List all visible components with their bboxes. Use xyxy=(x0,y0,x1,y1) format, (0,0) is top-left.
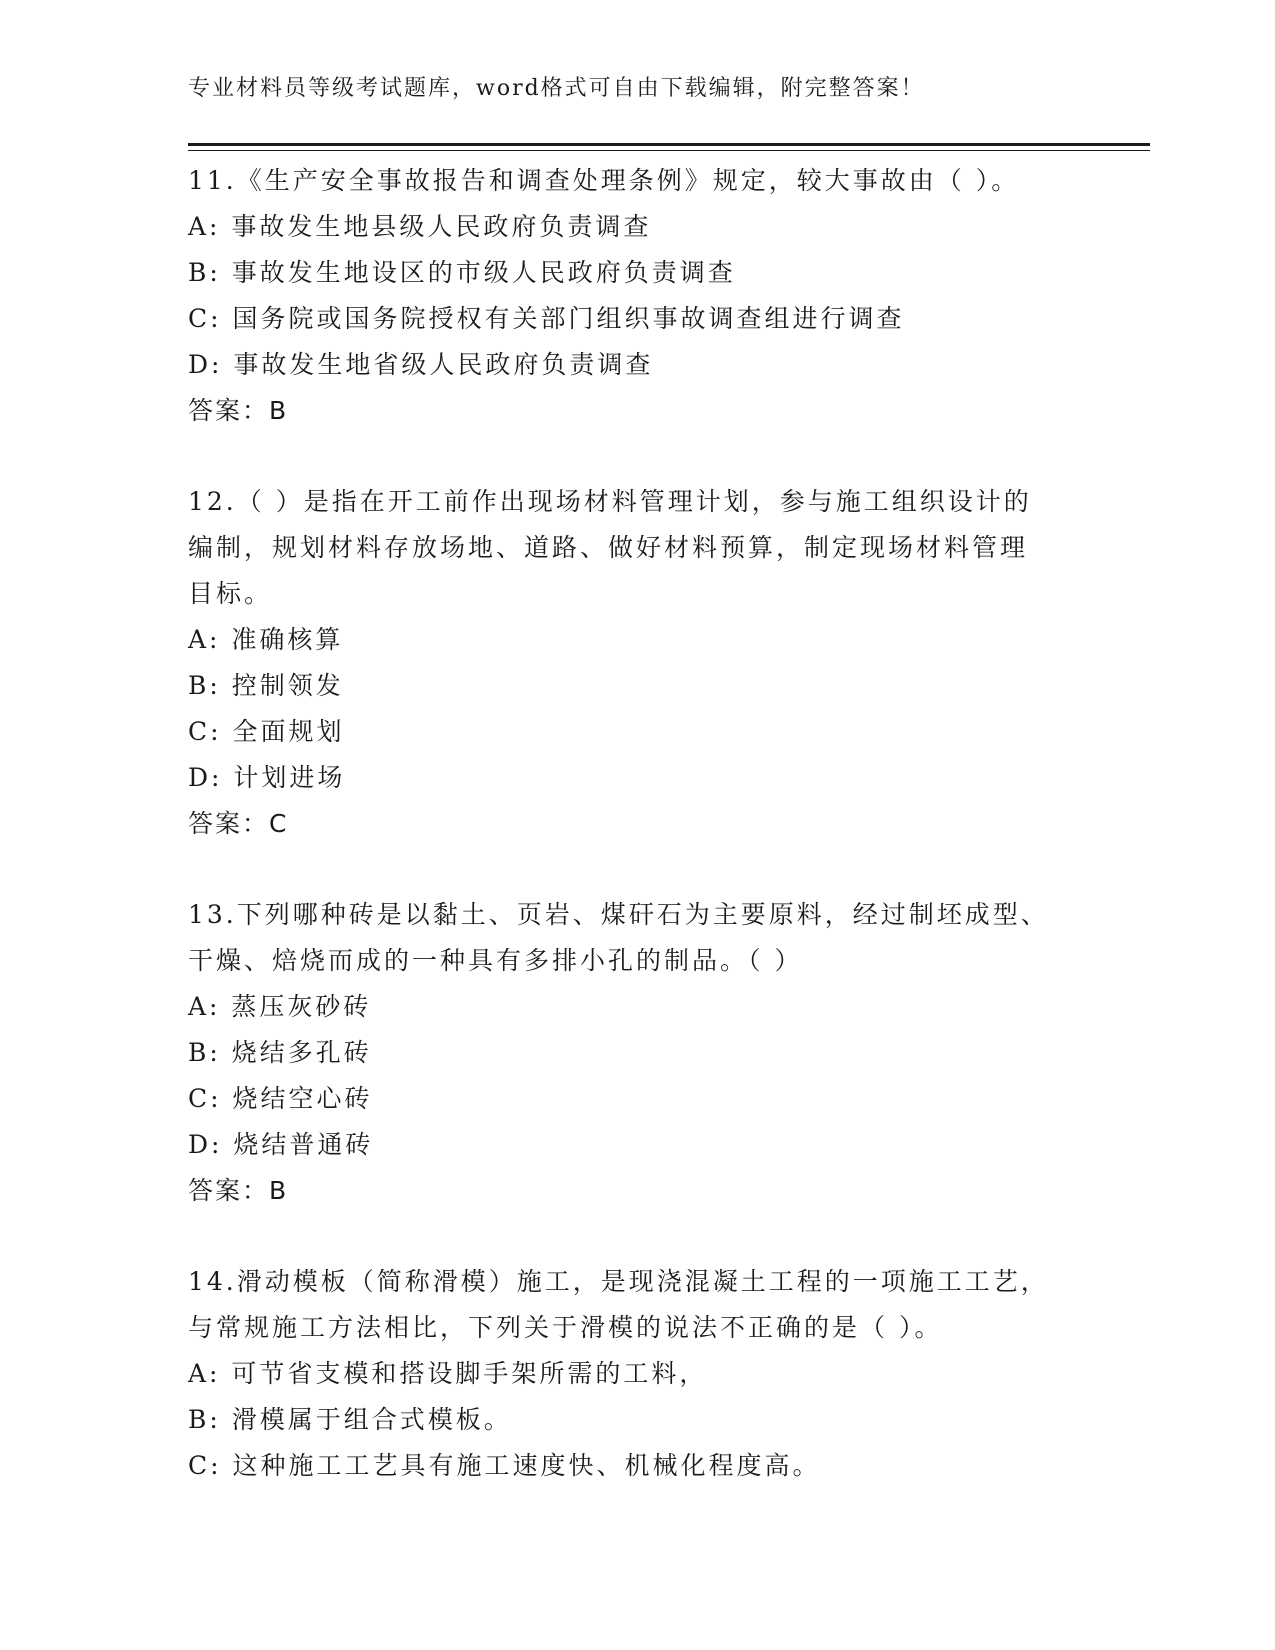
answer: 答案：C xyxy=(188,809,289,838)
option-a: A: 蒸压灰砂砖 xyxy=(188,992,372,1021)
question-14 xyxy=(188,1259,1088,1489)
question-11 xyxy=(188,158,1088,434)
page-header: 专业材料员等级考试题库，word格式可自由下载编辑，附完整答案！ xyxy=(188,76,925,101)
question-list xyxy=(188,158,1088,1489)
question-text: 编制，规划材料存放场地、道路、做好材料预算，制定现场材料管理 xyxy=(188,533,1029,562)
question-text: 13.下列哪种砖是以黏土、页岩、煤矸石为主要原料，经过制坯成型、 xyxy=(188,900,1049,929)
option-d: D: 事故发生地省级人民政府负责调查 xyxy=(188,350,654,379)
question-text: 干燥、焙烧而成的一种具有多排小孔的制品。（ ） xyxy=(188,946,803,975)
answer: 答案：B xyxy=(188,1176,289,1205)
question-text: 目标。 xyxy=(188,579,273,608)
option-d: D: 计划进场 xyxy=(188,763,346,792)
question-text: 12.（ ）是指在开工前作出现场材料管理计划，参与施工组织设计的 xyxy=(188,487,1032,516)
question-text: 11.《生产安全事故报告和调查处理条例》规定，较大事故由（ ）。 xyxy=(188,166,1020,195)
answer: 答案：B xyxy=(188,396,289,425)
question-text: 14.滑动模板（简称滑模）施工，是现浇混凝土工程的一项施工工艺， xyxy=(188,1267,1049,1296)
header-rule-thin xyxy=(188,150,1150,151)
option-a: A: 事故发生地县级人民政府负责调查 xyxy=(188,212,652,241)
option-a: A: 可节省支模和搭设脚手架所需的工料， xyxy=(188,1359,708,1388)
option-d: D: 烧结普通砖 xyxy=(188,1130,374,1159)
question-13 xyxy=(188,892,1088,1214)
question-12 xyxy=(188,479,1088,847)
option-c: C: 国务院或国务院授权有关部门组织事故调查组进行调查 xyxy=(188,304,905,333)
option-b: B: 控制领发 xyxy=(188,671,344,700)
option-b: B: 烧结多孔砖 xyxy=(188,1038,372,1067)
option-c: C: 这种施工工艺具有施工速度快、机械化程度高。 xyxy=(188,1451,821,1480)
question-text: 与常规施工方法相比，下列关于滑模的说法不正确的是（ ）。 xyxy=(188,1313,943,1342)
option-c: C: 全面规划 xyxy=(188,717,345,746)
option-b: B: 滑模属于组合式模板。 xyxy=(188,1405,512,1434)
header-rule-thick xyxy=(188,143,1150,146)
option-c: C: 烧结空心砖 xyxy=(188,1084,373,1113)
option-b: B: 事故发生地设区的市级人民政府负责调查 xyxy=(188,258,736,287)
option-a: A: 准确核算 xyxy=(188,625,344,654)
